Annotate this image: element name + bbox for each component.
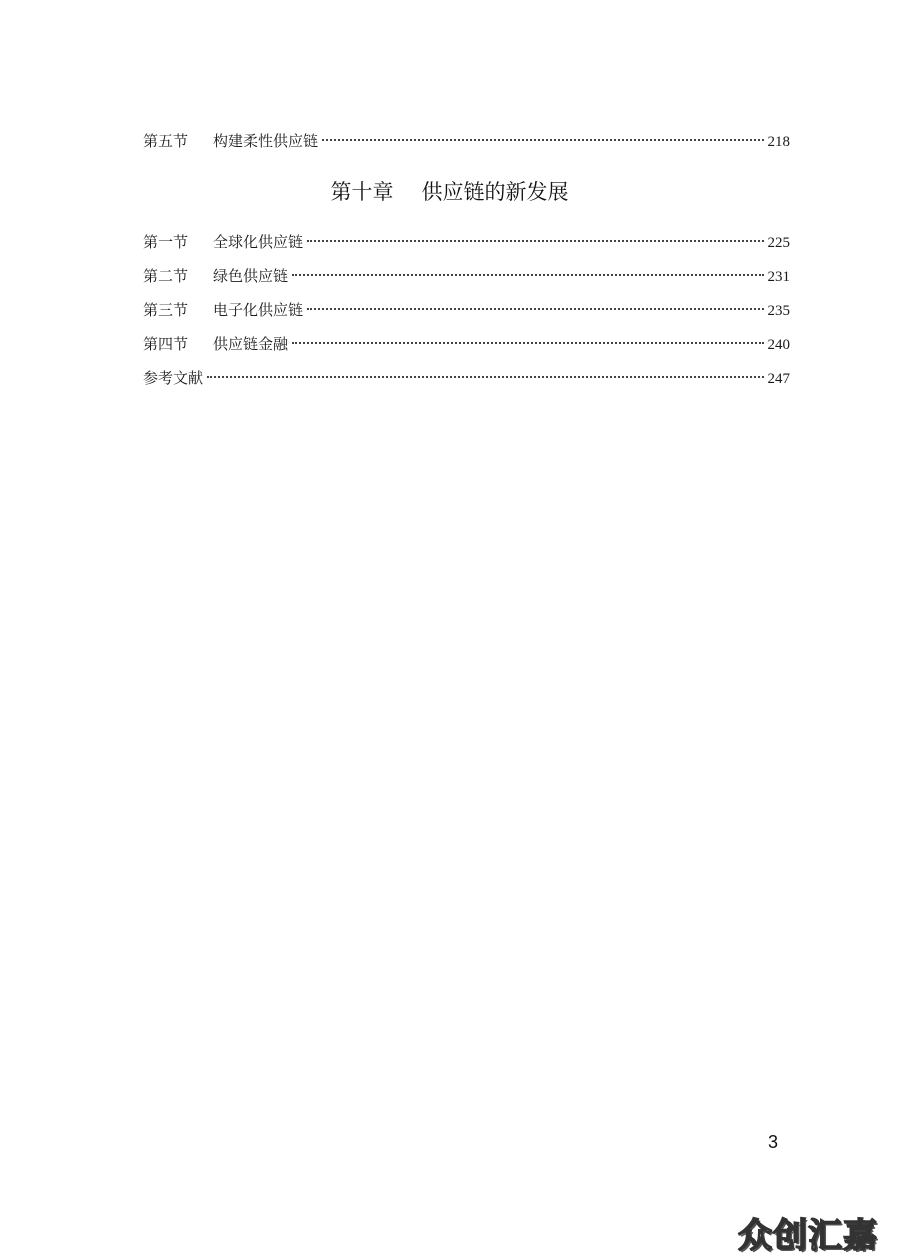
toc-entry [143,264,790,288]
toc-dot-leader [292,274,763,276]
references-title: 参考文献 [143,369,204,387]
toc-section-title: 全球化供应链 [213,233,304,251]
toc-page-number: 225 [767,235,790,251]
toc-section-number: 第三节 [143,301,189,319]
toc-dot-leader [207,376,763,378]
toc-page-number: 218 [767,134,790,150]
toc-section-title: 供应链金融 [213,335,289,353]
toc-page-number: 235 [767,303,790,319]
toc-entry-references [143,366,790,390]
toc-section-title: 构建柔性供应链 [213,132,319,150]
toc-dot-leader [292,342,763,344]
toc-dot-leader [307,308,763,310]
toc-section-number: 第一节 [143,233,189,251]
toc-section-number: 第五节 [143,132,189,150]
chapter-number: 第十章 [330,180,394,204]
toc-section-number: 第四节 [143,335,189,353]
watermark-logo: 众创汇嘉 [738,1216,878,1256]
chapter-title: 供应链的新发展 [421,180,569,204]
toc-entry-section-5 [143,129,790,153]
toc-section-number: 第二节 [143,267,189,285]
toc-entry [143,332,790,356]
toc-entry [143,298,790,322]
toc-dot-leader [307,240,763,242]
toc-page-number: 240 [767,337,790,353]
chapter-heading [0,176,899,208]
toc-dot-leader [322,139,763,141]
page-number: 3 [768,1132,779,1152]
toc-page-number: 231 [767,269,790,285]
toc-section-title: 绿色供应链 [213,267,289,285]
toc-section-title: 电子化供应链 [213,301,304,319]
toc-page-number: 247 [767,371,790,387]
toc-entry [143,230,790,254]
